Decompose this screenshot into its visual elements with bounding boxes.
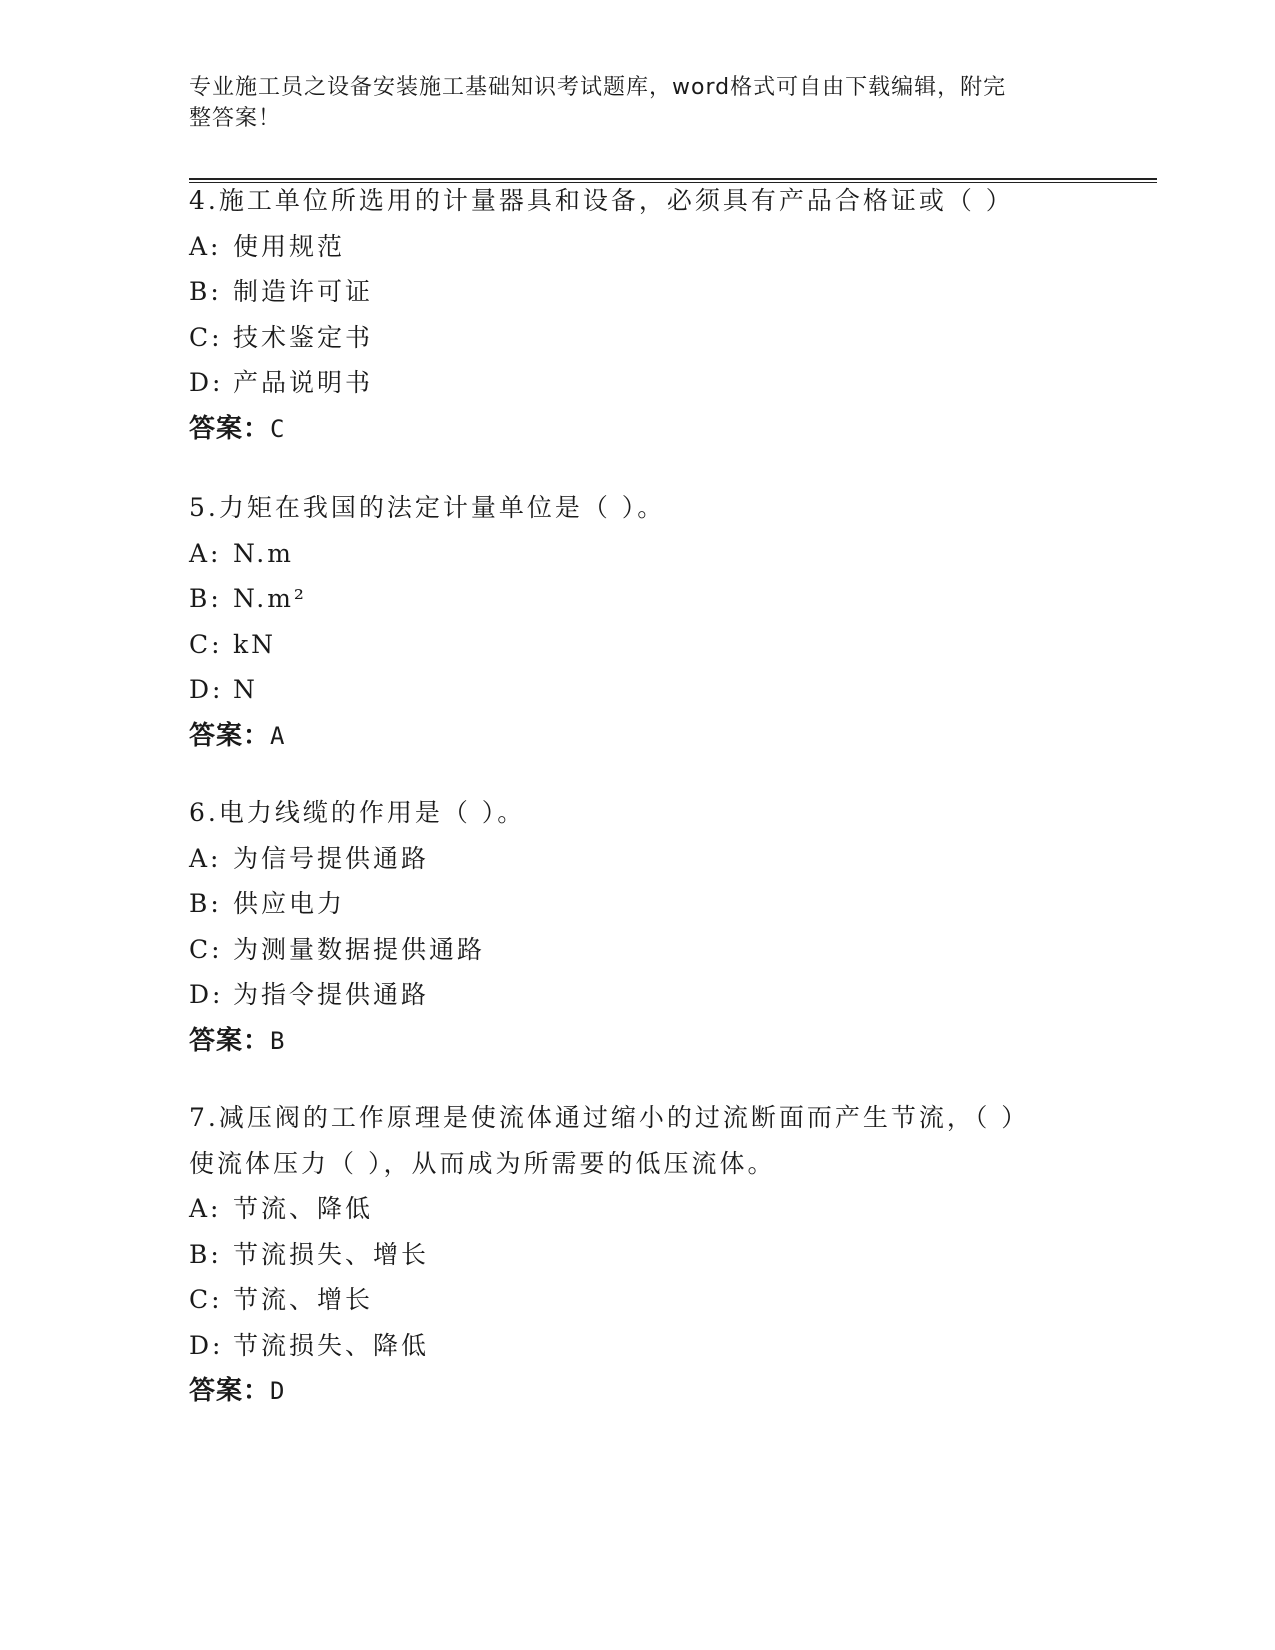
question-stem: 5.力矩在我国的法定计量单位是（ ）。 — [189, 493, 666, 522]
header-line-2: 整答案！ — [189, 106, 282, 131]
option-text: 为信号提供通路 — [233, 843, 430, 873]
option-d — [189, 360, 1089, 406]
option-text: 技术鉴定书 — [233, 322, 374, 352]
answer-line — [189, 1018, 1089, 1064]
answer-line — [189, 713, 1089, 759]
question-4 — [189, 178, 1089, 452]
header-line-1: 专业施工员之设备安装施工基础知识考试题库，word格式可自由下载编辑，附完 — [189, 75, 1007, 100]
answer-label: 答案： — [189, 1376, 271, 1406]
option-a — [189, 1186, 1089, 1232]
option-text: 产品说明书 — [233, 368, 374, 397]
option-letter: A: — [189, 1194, 222, 1223]
option-b — [189, 881, 1089, 927]
option-b — [189, 1232, 1089, 1278]
answer-label: 答案： — [189, 1025, 271, 1056]
option-a — [189, 531, 1089, 577]
option-text: 节流损失、降低 — [233, 1330, 430, 1360]
option-letter: D: — [189, 1330, 224, 1360]
answer-line — [189, 1368, 1089, 1414]
option-letter: B: — [189, 889, 222, 918]
option-text: N.m² — [233, 584, 307, 613]
option-d — [189, 1323, 1089, 1369]
answer-label: 答案： — [189, 413, 271, 444]
option-text: 节流、增长 — [233, 1285, 374, 1314]
question-7 — [189, 1095, 1089, 1414]
option-text: N.m — [233, 538, 294, 568]
option-letter: C: — [189, 1285, 223, 1314]
option-a — [189, 224, 1089, 270]
option-text: 为测量数据提供通路 — [233, 934, 486, 964]
option-text: 供应电力 — [233, 889, 346, 918]
question-stem: 4.施工单位所选用的计量器具和设备，必须具有产品合格证或（ ） — [189, 186, 1014, 215]
option-letter: B: — [189, 277, 222, 306]
option-text: 节流损失、增长 — [233, 1239, 430, 1269]
option-c — [189, 622, 1089, 668]
option-letter: A: — [189, 843, 222, 873]
option-letter: D: — [189, 980, 224, 1009]
option-d — [189, 667, 1089, 713]
option-text: kN — [233, 629, 277, 659]
option-letter: C: — [189, 934, 223, 964]
answer-value: A — [270, 721, 286, 750]
answer-value: C — [270, 414, 286, 443]
option-d — [189, 972, 1089, 1018]
option-letter: D: — [189, 368, 224, 397]
question-stem-line-1: 7.减压阀的工作原理是使流体通过缩小的过流断面而产生节流，（ ） — [189, 1103, 1030, 1132]
document-header — [189, 72, 1069, 134]
option-c — [189, 1277, 1089, 1323]
option-b — [189, 269, 1089, 315]
option-b — [189, 576, 1089, 622]
option-text: N — [233, 675, 258, 704]
option-text: 使用规范 — [233, 231, 346, 261]
option-letter: D: — [189, 675, 224, 704]
option-letter: B: — [189, 584, 222, 613]
answer-value: B — [270, 1026, 286, 1055]
option-letter: B: — [189, 1239, 222, 1269]
answer-label: 答案： — [189, 720, 271, 751]
question-6 — [189, 790, 1089, 1064]
answer-line — [189, 406, 1089, 452]
option-a — [189, 836, 1089, 882]
option-letter: C: — [189, 322, 223, 352]
option-text: 节流、降低 — [233, 1194, 374, 1223]
option-text: 为指令提供通路 — [233, 980, 430, 1009]
question-stem-line-2: 使流体压力（ ），从而成为所需要的低压流体。 — [189, 1148, 776, 1178]
option-letter: A: — [189, 538, 222, 568]
option-letter: C: — [189, 629, 223, 659]
option-text: 制造许可证 — [233, 277, 374, 306]
option-letter: A: — [189, 231, 222, 261]
option-c — [189, 927, 1089, 973]
option-c — [189, 315, 1089, 361]
question-stem: 6.电力线缆的作用是（ ）。 — [189, 798, 526, 827]
answer-value: D — [270, 1377, 286, 1405]
question-5 — [189, 485, 1089, 759]
